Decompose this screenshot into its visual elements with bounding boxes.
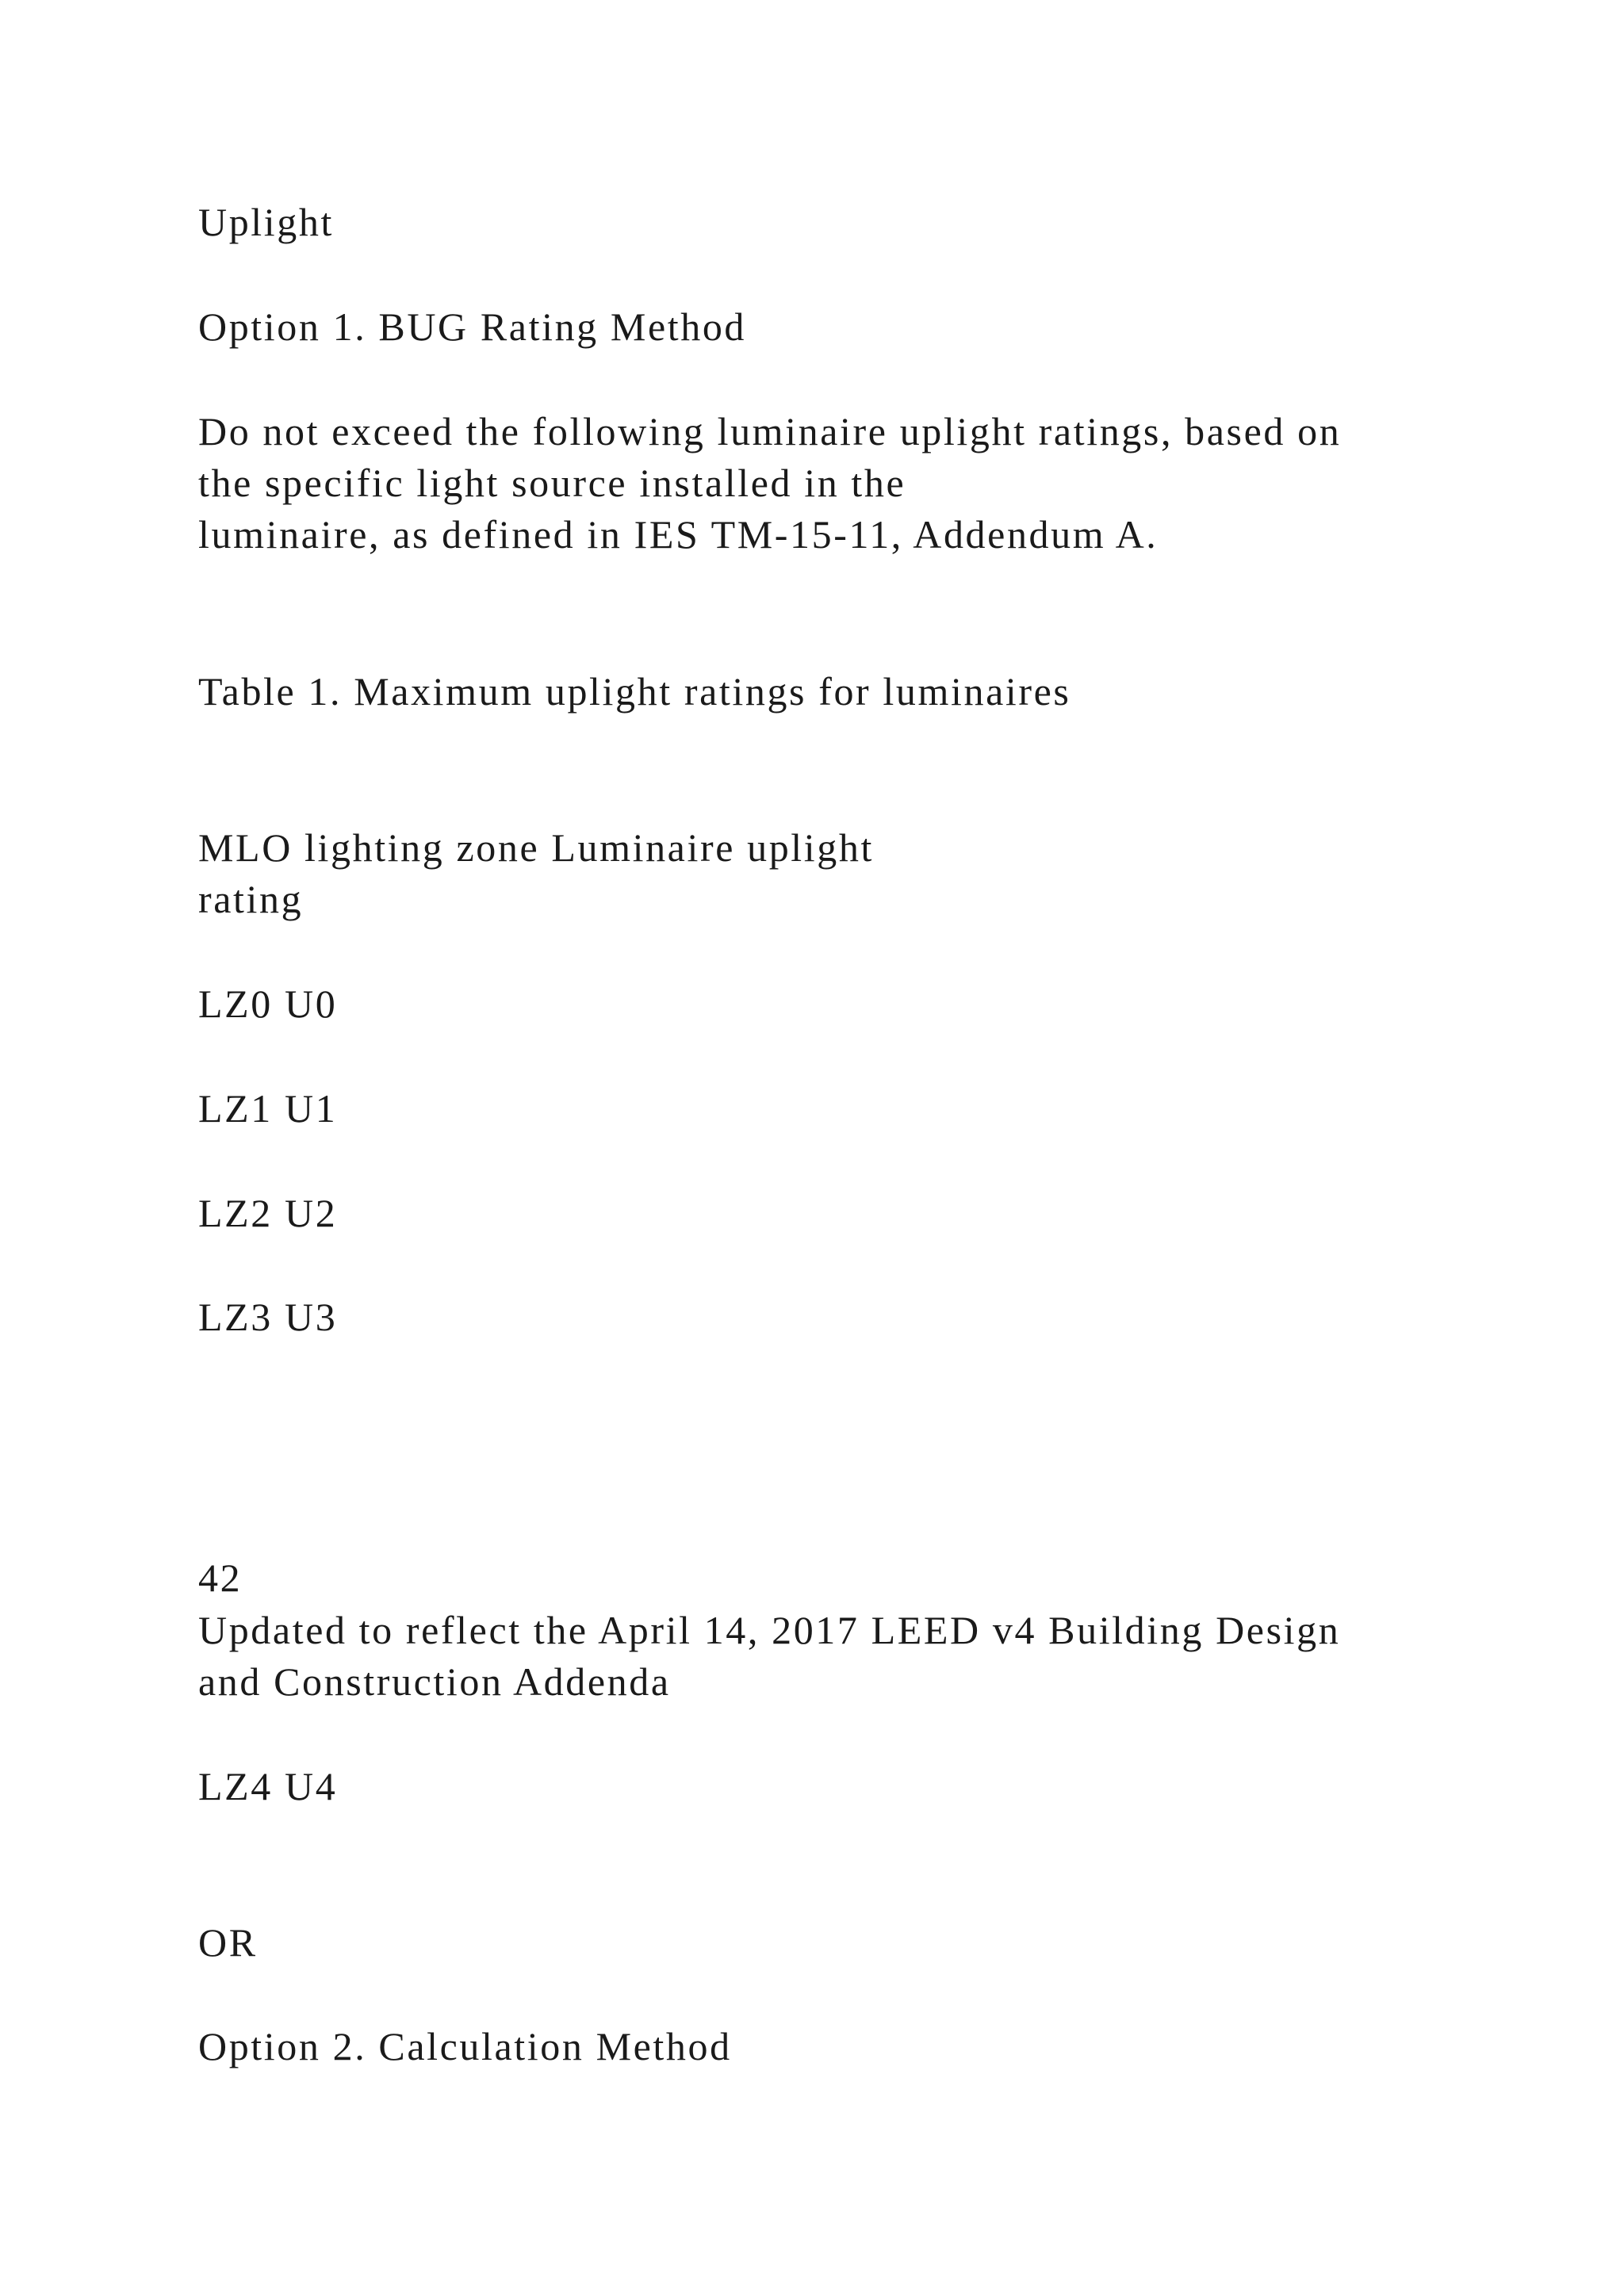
option-2-title: Option 2. Calculation Method <box>198 2024 732 2068</box>
table-row: LZ2 U2 <box>198 1191 338 1235</box>
table-row: LZ0 U0 <box>198 982 338 1026</box>
footer-note-line-2: and Construction Addenda <box>198 1659 671 1704</box>
option-1-title: Option 1. BUG Rating Method <box>198 304 747 349</box>
table-row: LZ4 U4 <box>198 1764 338 1808</box>
table-row: LZ1 U1 <box>198 1086 338 1131</box>
page-number: 42 <box>198 1556 243 1600</box>
footer-note-line-1: Updated to reflect the April 14, 2017 LEED v4 Building Design <box>198 1608 1341 1652</box>
table-caption: Table 1. Maximum uplight ratings for luminaires <box>198 669 1071 714</box>
section-heading: Uplight <box>198 200 334 244</box>
intro-text-line-2: the specific light source installed in the <box>198 461 906 505</box>
intro-text-line-3: luminaire, as defined in IES TM-15-11, Addendum A. <box>198 512 1159 557</box>
table-header-line-1: MLO lighting zone Luminaire uplight <box>198 825 874 870</box>
intro-text-line-1: Do not exceed the following luminaire uplight ratings, based on <box>198 409 1342 453</box>
table-header-line-2: rating <box>198 877 304 921</box>
or-separator: OR <box>198 1920 258 1965</box>
table-row: LZ3 U3 <box>198 1295 338 1339</box>
